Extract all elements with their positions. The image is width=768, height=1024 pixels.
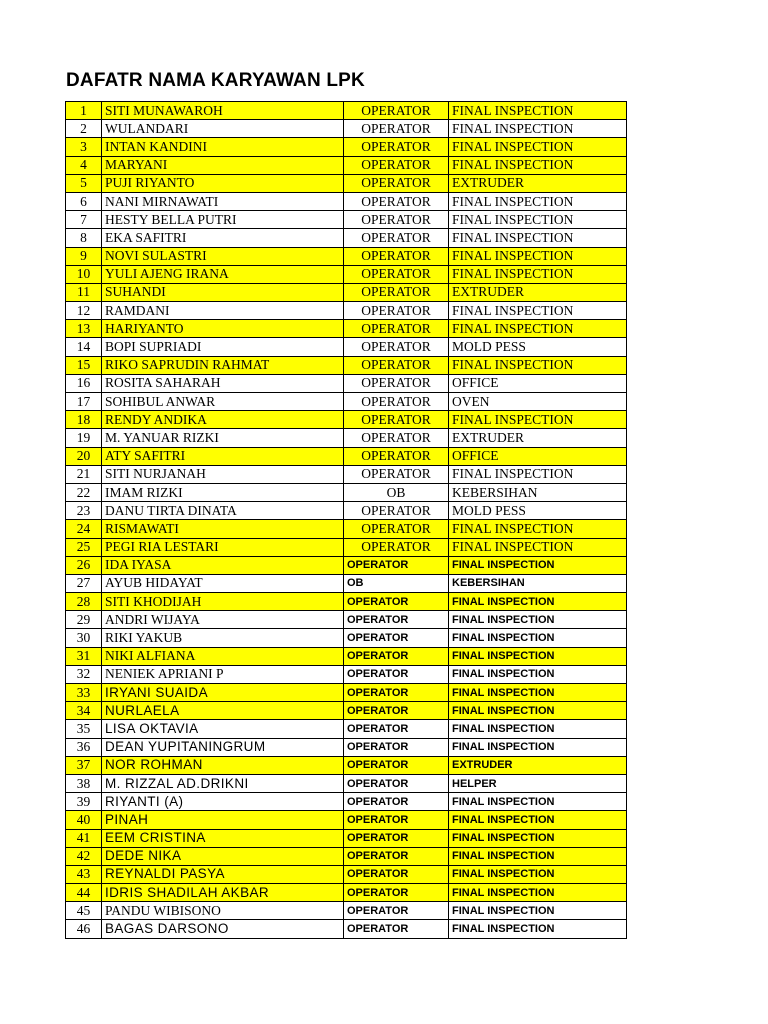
department-cell[interactable]: EXTRUDER xyxy=(449,756,627,774)
row-number-cell[interactable]: 28 xyxy=(66,593,102,611)
table-row xyxy=(66,811,627,829)
department-cell[interactable]: FINAL INSPECTION xyxy=(449,556,627,574)
employee-name-cell[interactable]: PEGI RIA LESTARI xyxy=(102,538,344,556)
department-cell[interactable]: HELPER xyxy=(449,774,627,792)
table-row xyxy=(66,465,627,483)
row-number-cell[interactable]: 23 xyxy=(66,502,102,520)
table-row xyxy=(66,447,627,465)
department-cell[interactable]: FINAL INSPECTION xyxy=(449,738,627,756)
row-number-cell[interactable]: 40 xyxy=(66,811,102,829)
department-cell[interactable]: EXTRUDER xyxy=(449,174,627,192)
department-cell[interactable]: FINAL INSPECTION xyxy=(449,611,627,629)
position-cell[interactable]: OB xyxy=(344,483,449,501)
row-number-cell[interactable]: 35 xyxy=(66,720,102,738)
table-row xyxy=(66,483,627,501)
row-number-cell[interactable]: 45 xyxy=(66,902,102,920)
employee-name-cell[interactable]: SITI NURJANAH xyxy=(102,465,344,483)
position-cell[interactable]: OPERATOR xyxy=(344,738,449,756)
row-number-cell[interactable]: 42 xyxy=(66,847,102,865)
employee-name-cell[interactable]: PANDU WIBISONO xyxy=(102,902,344,920)
row-number-cell[interactable]: 43 xyxy=(66,865,102,883)
department-cell[interactable]: FINAL INSPECTION xyxy=(449,320,627,338)
department-cell[interactable]: OFFICE xyxy=(449,447,627,465)
table-row xyxy=(66,756,627,774)
position-cell[interactable]: OPERATOR xyxy=(344,211,449,229)
employee-name-cell[interactable]: EEM CRISTINA xyxy=(102,829,344,847)
department-cell[interactable]: FINAL INSPECTION xyxy=(449,102,627,120)
position-cell[interactable]: OPERATOR xyxy=(344,884,449,902)
position-cell[interactable]: OPERATOR xyxy=(344,138,449,156)
department-cell[interactable]: FINAL INSPECTION xyxy=(449,302,627,320)
employee-name-cell[interactable]: PUJI RIYANTO xyxy=(102,174,344,192)
row-number-cell[interactable]: 10 xyxy=(66,265,102,283)
position-cell[interactable]: OPERATOR xyxy=(344,356,449,374)
department-cell[interactable]: FINAL INSPECTION xyxy=(449,902,627,920)
employee-name-cell[interactable]: IDRIS SHADILAH AKBAR xyxy=(102,884,344,902)
table-row xyxy=(66,793,627,811)
employee-name-cell[interactable]: M. YANUAR RIZKI xyxy=(102,429,344,447)
row-number-cell[interactable]: 33 xyxy=(66,684,102,702)
row-number-cell[interactable]: 12 xyxy=(66,302,102,320)
table-row xyxy=(66,338,627,356)
employee-name-cell[interactable]: RAMDANI xyxy=(102,302,344,320)
row-number-cell[interactable]: 2 xyxy=(66,120,102,138)
department-cell[interactable]: FINAL INSPECTION xyxy=(449,847,627,865)
row-number-cell[interactable]: 21 xyxy=(66,465,102,483)
department-cell[interactable]: MOLD PESS xyxy=(449,338,627,356)
employee-name-cell[interactable]: SITI KHODIJAH xyxy=(102,593,344,611)
row-number-cell[interactable]: 7 xyxy=(66,211,102,229)
table-row xyxy=(66,302,627,320)
employee-table xyxy=(65,101,627,939)
table-row xyxy=(66,156,627,174)
position-cell[interactable]: OPERATOR xyxy=(344,393,449,411)
position-cell[interactable]: OPERATOR xyxy=(344,774,449,792)
page-title: DAFATR NAMA KARYAWAN LPK xyxy=(66,70,365,91)
position-cell[interactable]: OPERATOR xyxy=(344,302,449,320)
row-number-cell[interactable]: 31 xyxy=(66,647,102,665)
row-number-cell[interactable]: 37 xyxy=(66,756,102,774)
table-row xyxy=(66,647,627,665)
position-cell[interactable]: OPERATOR xyxy=(344,411,449,429)
employee-name-cell[interactable]: RENDY ANDIKA xyxy=(102,411,344,429)
row-number-cell[interactable]: 14 xyxy=(66,338,102,356)
position-cell[interactable]: OPERATOR xyxy=(344,538,449,556)
department-cell[interactable]: FINAL INSPECTION xyxy=(449,138,627,156)
table-row xyxy=(66,611,627,629)
table-row xyxy=(66,738,627,756)
department-cell[interactable]: FINAL INSPECTION xyxy=(449,465,627,483)
department-cell[interactable]: FINAL INSPECTION xyxy=(449,793,627,811)
row-number-cell[interactable]: 11 xyxy=(66,283,102,301)
position-cell[interactable]: OPERATOR xyxy=(344,593,449,611)
table-row xyxy=(66,538,627,556)
position-cell[interactable]: OPERATOR xyxy=(344,611,449,629)
position-cell[interactable]: OPERATOR xyxy=(344,283,449,301)
table-row xyxy=(66,265,627,283)
department-cell[interactable]: FINAL INSPECTION xyxy=(449,884,627,902)
table-row xyxy=(66,120,627,138)
row-number-cell[interactable]: 19 xyxy=(66,429,102,447)
employee-name-cell[interactable]: RIKO SAPRUDIN RAHMAT xyxy=(102,356,344,374)
table-row xyxy=(66,665,627,683)
row-number-cell[interactable]: 30 xyxy=(66,629,102,647)
table-row xyxy=(66,283,627,301)
department-cell[interactable]: FINAL INSPECTION xyxy=(449,865,627,883)
department-cell[interactable]: FINAL INSPECTION xyxy=(449,647,627,665)
employee-name-cell[interactable]: WULANDARI xyxy=(102,120,344,138)
row-number-cell[interactable]: 18 xyxy=(66,411,102,429)
department-cell[interactable]: KEBERSIHAN xyxy=(449,483,627,501)
row-number-cell[interactable]: 15 xyxy=(66,356,102,374)
table-row xyxy=(66,192,627,210)
employee-name-cell[interactable]: SOHIBUL ANWAR xyxy=(102,393,344,411)
row-number-cell[interactable]: 25 xyxy=(66,538,102,556)
department-cell[interactable]: FINAL INSPECTION xyxy=(449,156,627,174)
employee-name-cell[interactable]: IMAM RIZKI xyxy=(102,483,344,501)
row-number-cell[interactable]: 5 xyxy=(66,174,102,192)
position-cell[interactable]: OPERATOR xyxy=(344,702,449,720)
row-number-cell[interactable]: 38 xyxy=(66,774,102,792)
employee-name-cell[interactable]: HARIYANTO xyxy=(102,320,344,338)
employee-name-cell[interactable]: NURLAELA xyxy=(102,702,344,720)
department-cell[interactable]: FINAL INSPECTION xyxy=(449,356,627,374)
row-number-cell[interactable]: 36 xyxy=(66,738,102,756)
table-row xyxy=(66,393,627,411)
position-cell[interactable]: OPERATOR xyxy=(344,174,449,192)
table-row xyxy=(66,174,627,192)
table-row xyxy=(66,502,627,520)
employee-name-cell[interactable]: NENIEK APRIANI P xyxy=(102,665,344,683)
employee-name-cell[interactable]: M. RIZZAL AD.DRIKNI xyxy=(102,774,344,792)
employee-name-cell[interactable]: ANDRI WIJAYA xyxy=(102,611,344,629)
department-cell[interactable]: FINAL INSPECTION xyxy=(449,520,627,538)
department-cell[interactable]: FINAL INSPECTION xyxy=(449,192,627,210)
table-row xyxy=(66,720,627,738)
table-row xyxy=(66,684,627,702)
row-number-cell[interactable]: 1 xyxy=(66,102,102,120)
employee-name-cell[interactable]: BOPI SUPRIADI xyxy=(102,338,344,356)
employee-name-cell[interactable]: NOR ROHMAN xyxy=(102,756,344,774)
table-row xyxy=(66,702,627,720)
table-row xyxy=(66,574,627,592)
employee-name-cell[interactable]: IDA IYASA xyxy=(102,556,344,574)
department-cell[interactable]: FINAL INSPECTION xyxy=(449,265,627,283)
table-row xyxy=(66,211,627,229)
department-cell[interactable]: FINAL INSPECTION xyxy=(449,920,627,938)
table-row xyxy=(66,847,627,865)
position-cell[interactable]: OPERATOR xyxy=(344,865,449,883)
row-number-cell[interactable]: 44 xyxy=(66,884,102,902)
department-cell[interactable]: FINAL INSPECTION xyxy=(449,629,627,647)
employee-name-cell[interactable]: MARYANI xyxy=(102,156,344,174)
row-number-cell[interactable]: 27 xyxy=(66,574,102,592)
row-number-cell[interactable]: 24 xyxy=(66,520,102,538)
employee-name-cell[interactable]: REYNALDI PASYA xyxy=(102,865,344,883)
employee-name-cell[interactable]: DANU TIRTA DINATA xyxy=(102,502,344,520)
employee-name-cell[interactable]: DEAN YUPITANINGRUM xyxy=(102,738,344,756)
employee-name-cell[interactable]: SUHANDI xyxy=(102,283,344,301)
table-row xyxy=(66,374,627,392)
row-number-cell[interactable]: 17 xyxy=(66,393,102,411)
table-row xyxy=(66,829,627,847)
table-row xyxy=(66,429,627,447)
row-number-cell[interactable]: 22 xyxy=(66,483,102,501)
employee-name-cell[interactable]: ROSITA SAHARAH xyxy=(102,374,344,392)
employee-name-cell[interactable]: NOVI SULASTRI xyxy=(102,247,344,265)
employee-name-cell[interactable]: RIKI YAKUB xyxy=(102,629,344,647)
department-cell[interactable]: FINAL INSPECTION xyxy=(449,829,627,847)
table-row xyxy=(66,411,627,429)
position-cell[interactable]: OPERATOR xyxy=(344,447,449,465)
row-number-cell[interactable]: 8 xyxy=(66,229,102,247)
employee-name-cell[interactable]: RISMAWATI xyxy=(102,520,344,538)
row-number-cell[interactable]: 6 xyxy=(66,192,102,210)
position-cell[interactable]: OPERATOR xyxy=(344,192,449,210)
employee-name-cell[interactable]: IRYANI SUAIDA xyxy=(102,684,344,702)
position-cell[interactable]: OPERATOR xyxy=(344,556,449,574)
row-number-cell[interactable]: 32 xyxy=(66,665,102,683)
position-cell[interactable]: OPERATOR xyxy=(344,429,449,447)
position-cell[interactable]: OPERATOR xyxy=(344,120,449,138)
position-cell[interactable]: OPERATOR xyxy=(344,756,449,774)
row-number-cell[interactable]: 39 xyxy=(66,793,102,811)
employee-name-cell[interactable]: NANI MIRNAWATI xyxy=(102,192,344,210)
table-row xyxy=(66,774,627,792)
position-cell[interactable]: OPERATOR xyxy=(344,320,449,338)
employee-name-cell[interactable]: HESTY BELLA PUTRI xyxy=(102,211,344,229)
table-row xyxy=(66,920,627,938)
table-row xyxy=(66,102,627,120)
table-row xyxy=(66,629,627,647)
table-row xyxy=(66,247,627,265)
employee-name-cell[interactable]: BAGAS DARSONO xyxy=(102,920,344,938)
employee-name-cell[interactable]: RIYANTI (A) xyxy=(102,793,344,811)
row-number-cell[interactable]: 3 xyxy=(66,138,102,156)
department-cell[interactable]: FINAL INSPECTION xyxy=(449,229,627,247)
table-row xyxy=(66,520,627,538)
department-cell[interactable]: FINAL INSPECTION xyxy=(449,247,627,265)
employee-name-cell[interactable]: ATY SAFITRI xyxy=(102,447,344,465)
position-cell[interactable]: OPERATOR xyxy=(344,920,449,938)
position-cell[interactable]: OPERATOR xyxy=(344,265,449,283)
position-cell[interactable]: OB xyxy=(344,574,449,592)
position-cell[interactable]: OPERATOR xyxy=(344,338,449,356)
row-number-cell[interactable]: 26 xyxy=(66,556,102,574)
table-row xyxy=(66,138,627,156)
position-cell[interactable]: OPERATOR xyxy=(344,665,449,683)
department-cell[interactable]: EXTRUDER xyxy=(449,283,627,301)
department-cell[interactable]: OFFICE xyxy=(449,374,627,392)
department-cell[interactable]: FINAL INSPECTION xyxy=(449,702,627,720)
row-number-cell[interactable]: 34 xyxy=(66,702,102,720)
department-cell[interactable]: KEBERSIHAN xyxy=(449,574,627,592)
table-row xyxy=(66,356,627,374)
employee-name-cell[interactable]: AYUB HIDAYAT xyxy=(102,574,344,592)
position-cell[interactable]: OPERATOR xyxy=(344,647,449,665)
department-cell[interactable]: FINAL INSPECTION xyxy=(449,720,627,738)
department-cell[interactable]: FINAL INSPECTION xyxy=(449,538,627,556)
table-row xyxy=(66,902,627,920)
position-cell[interactable]: OPERATOR xyxy=(344,502,449,520)
position-cell[interactable]: OPERATOR xyxy=(344,793,449,811)
position-cell[interactable]: OPERATOR xyxy=(344,829,449,847)
table-row xyxy=(66,229,627,247)
department-cell[interactable]: FINAL INSPECTION xyxy=(449,411,627,429)
table-row xyxy=(66,320,627,338)
employee-name-cell[interactable]: LISA OKTAVIA xyxy=(102,720,344,738)
department-cell[interactable]: FINAL INSPECTION xyxy=(449,665,627,683)
department-cell[interactable]: MOLD PESS xyxy=(449,502,627,520)
row-number-cell[interactable]: 41 xyxy=(66,829,102,847)
employee-name-cell[interactable]: DEDE NIKA xyxy=(102,847,344,865)
table-row xyxy=(66,556,627,574)
position-cell[interactable]: OPERATOR xyxy=(344,102,449,120)
employee-name-cell[interactable]: PINAH xyxy=(102,811,344,829)
department-cell[interactable]: FINAL INSPECTION xyxy=(449,811,627,829)
row-number-cell[interactable]: 4 xyxy=(66,156,102,174)
row-number-cell[interactable]: 46 xyxy=(66,920,102,938)
table-row xyxy=(66,884,627,902)
position-cell[interactable]: OPERATOR xyxy=(344,811,449,829)
employee-name-cell[interactable]: SITI MUNAWAROH xyxy=(102,102,344,120)
department-cell[interactable]: FINAL INSPECTION xyxy=(449,684,627,702)
table-row xyxy=(66,593,627,611)
department-cell[interactable]: EXTRUDER xyxy=(449,429,627,447)
department-cell[interactable]: FINAL INSPECTION xyxy=(449,211,627,229)
row-number-cell[interactable]: 9 xyxy=(66,247,102,265)
department-cell[interactable]: FINAL INSPECTION xyxy=(449,593,627,611)
row-number-cell[interactable]: 20 xyxy=(66,447,102,465)
position-cell[interactable]: OPERATOR xyxy=(344,465,449,483)
position-cell[interactable]: OPERATOR xyxy=(344,847,449,865)
row-number-cell[interactable]: 13 xyxy=(66,320,102,338)
position-cell[interactable]: OPERATOR xyxy=(344,156,449,174)
table-row xyxy=(66,865,627,883)
position-cell[interactable]: OPERATOR xyxy=(344,247,449,265)
position-cell[interactable]: OPERATOR xyxy=(344,629,449,647)
employee-name-cell[interactable]: YULI AJENG IRANA xyxy=(102,265,344,283)
employee-name-cell[interactable]: NIKI ALFIANA xyxy=(102,647,344,665)
position-cell[interactable]: OPERATOR xyxy=(344,684,449,702)
employee-name-cell[interactable]: EKA SAFITRI xyxy=(102,229,344,247)
employee-name-cell[interactable]: INTAN KANDINI xyxy=(102,138,344,156)
position-cell[interactable]: OPERATOR xyxy=(344,520,449,538)
position-cell[interactable]: OPERATOR xyxy=(344,229,449,247)
position-cell[interactable]: OPERATOR xyxy=(344,902,449,920)
position-cell[interactable]: OPERATOR xyxy=(344,374,449,392)
department-cell[interactable]: OVEN xyxy=(449,393,627,411)
row-number-cell[interactable]: 16 xyxy=(66,374,102,392)
position-cell[interactable]: OPERATOR xyxy=(344,720,449,738)
employee-table-body xyxy=(66,102,627,939)
department-cell[interactable]: FINAL INSPECTION xyxy=(449,120,627,138)
row-number-cell[interactable]: 29 xyxy=(66,611,102,629)
